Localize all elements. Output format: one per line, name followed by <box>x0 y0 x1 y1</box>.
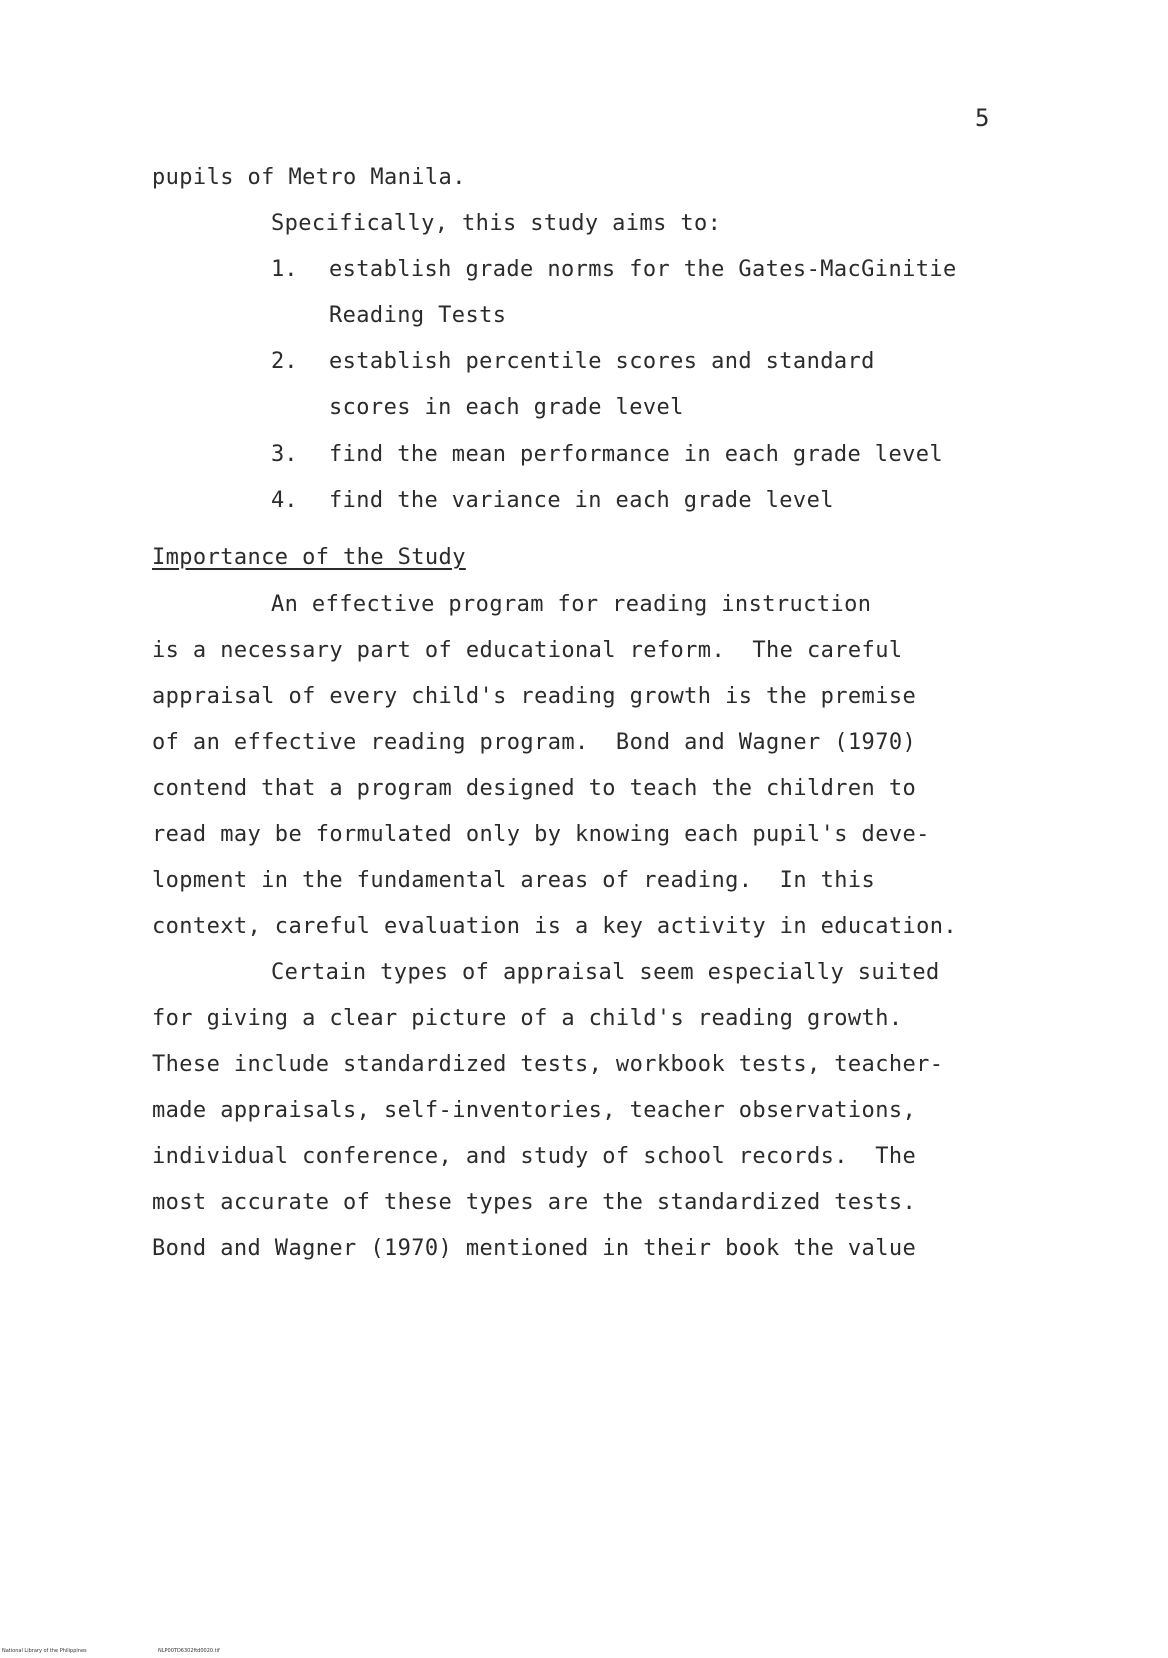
paragraph-line: Certain types of appraisal seem especially suited <box>271 960 940 985</box>
aim-text: find the mean performance in each grade level <box>329 442 944 467</box>
aim-text: scores in each grade level <box>329 395 684 420</box>
section-heading: Importance of the Study <box>152 545 466 570</box>
aim-text: establish grade norms for the Gates-MacGinitie <box>329 257 957 282</box>
paragraph-line: Bond and Wagner (1970) mentioned in their book the value <box>152 1236 917 1261</box>
paragraph-line: is a necessary part of educational reform. The careful <box>152 638 903 663</box>
aim-number: 4. <box>271 488 298 513</box>
aim-text: Reading Tests <box>329 303 507 328</box>
paragraph-line: lopment in the fundamental areas of reading. In this <box>152 868 876 893</box>
paragraph-line: These include standardized tests, workbook tests, teacher- <box>152 1052 944 1077</box>
paragraph-line: made appraisals, self-inventories, teacher observations, <box>152 1098 917 1123</box>
footer-file: NLP00TD6302ftd0020.tif <box>158 1648 220 1654</box>
paragraph-line: appraisal of every child's reading growth is the premise <box>152 684 917 709</box>
lead-in: Specifically, this study aims to: <box>271 211 722 236</box>
intro-line: pupils of Metro Manila. <box>152 165 466 190</box>
paragraph-line: read may be formulated only by knowing each pupil's deve- <box>152 822 930 847</box>
paragraph-line: of an effective reading program. Bond and Wagner (1970) <box>152 730 917 755</box>
page-number: 5 <box>975 104 990 132</box>
paragraph-line: individual conference, and study of school records. The <box>152 1144 917 1169</box>
paragraph-line: for giving a clear picture of a child's reading growth. <box>152 1006 903 1031</box>
aim-number: 1. <box>271 257 298 282</box>
aim-number: 3. <box>271 442 298 467</box>
aim-number: 2. <box>271 349 298 374</box>
footer-library: National Library of the Philippines <box>2 1648 87 1654</box>
paragraph-line: context, careful evaluation is a key activity in education. <box>152 914 958 939</box>
aim-text: find the variance in each grade level <box>329 488 834 513</box>
paragraph-line: contend that a program designed to teach the children to <box>152 776 917 801</box>
paragraph-line: An effective program for reading instruction <box>271 592 872 617</box>
paragraph-line: most accurate of these types are the standardized tests. <box>152 1190 917 1215</box>
aim-text: establish percentile scores and standard <box>329 349 875 374</box>
